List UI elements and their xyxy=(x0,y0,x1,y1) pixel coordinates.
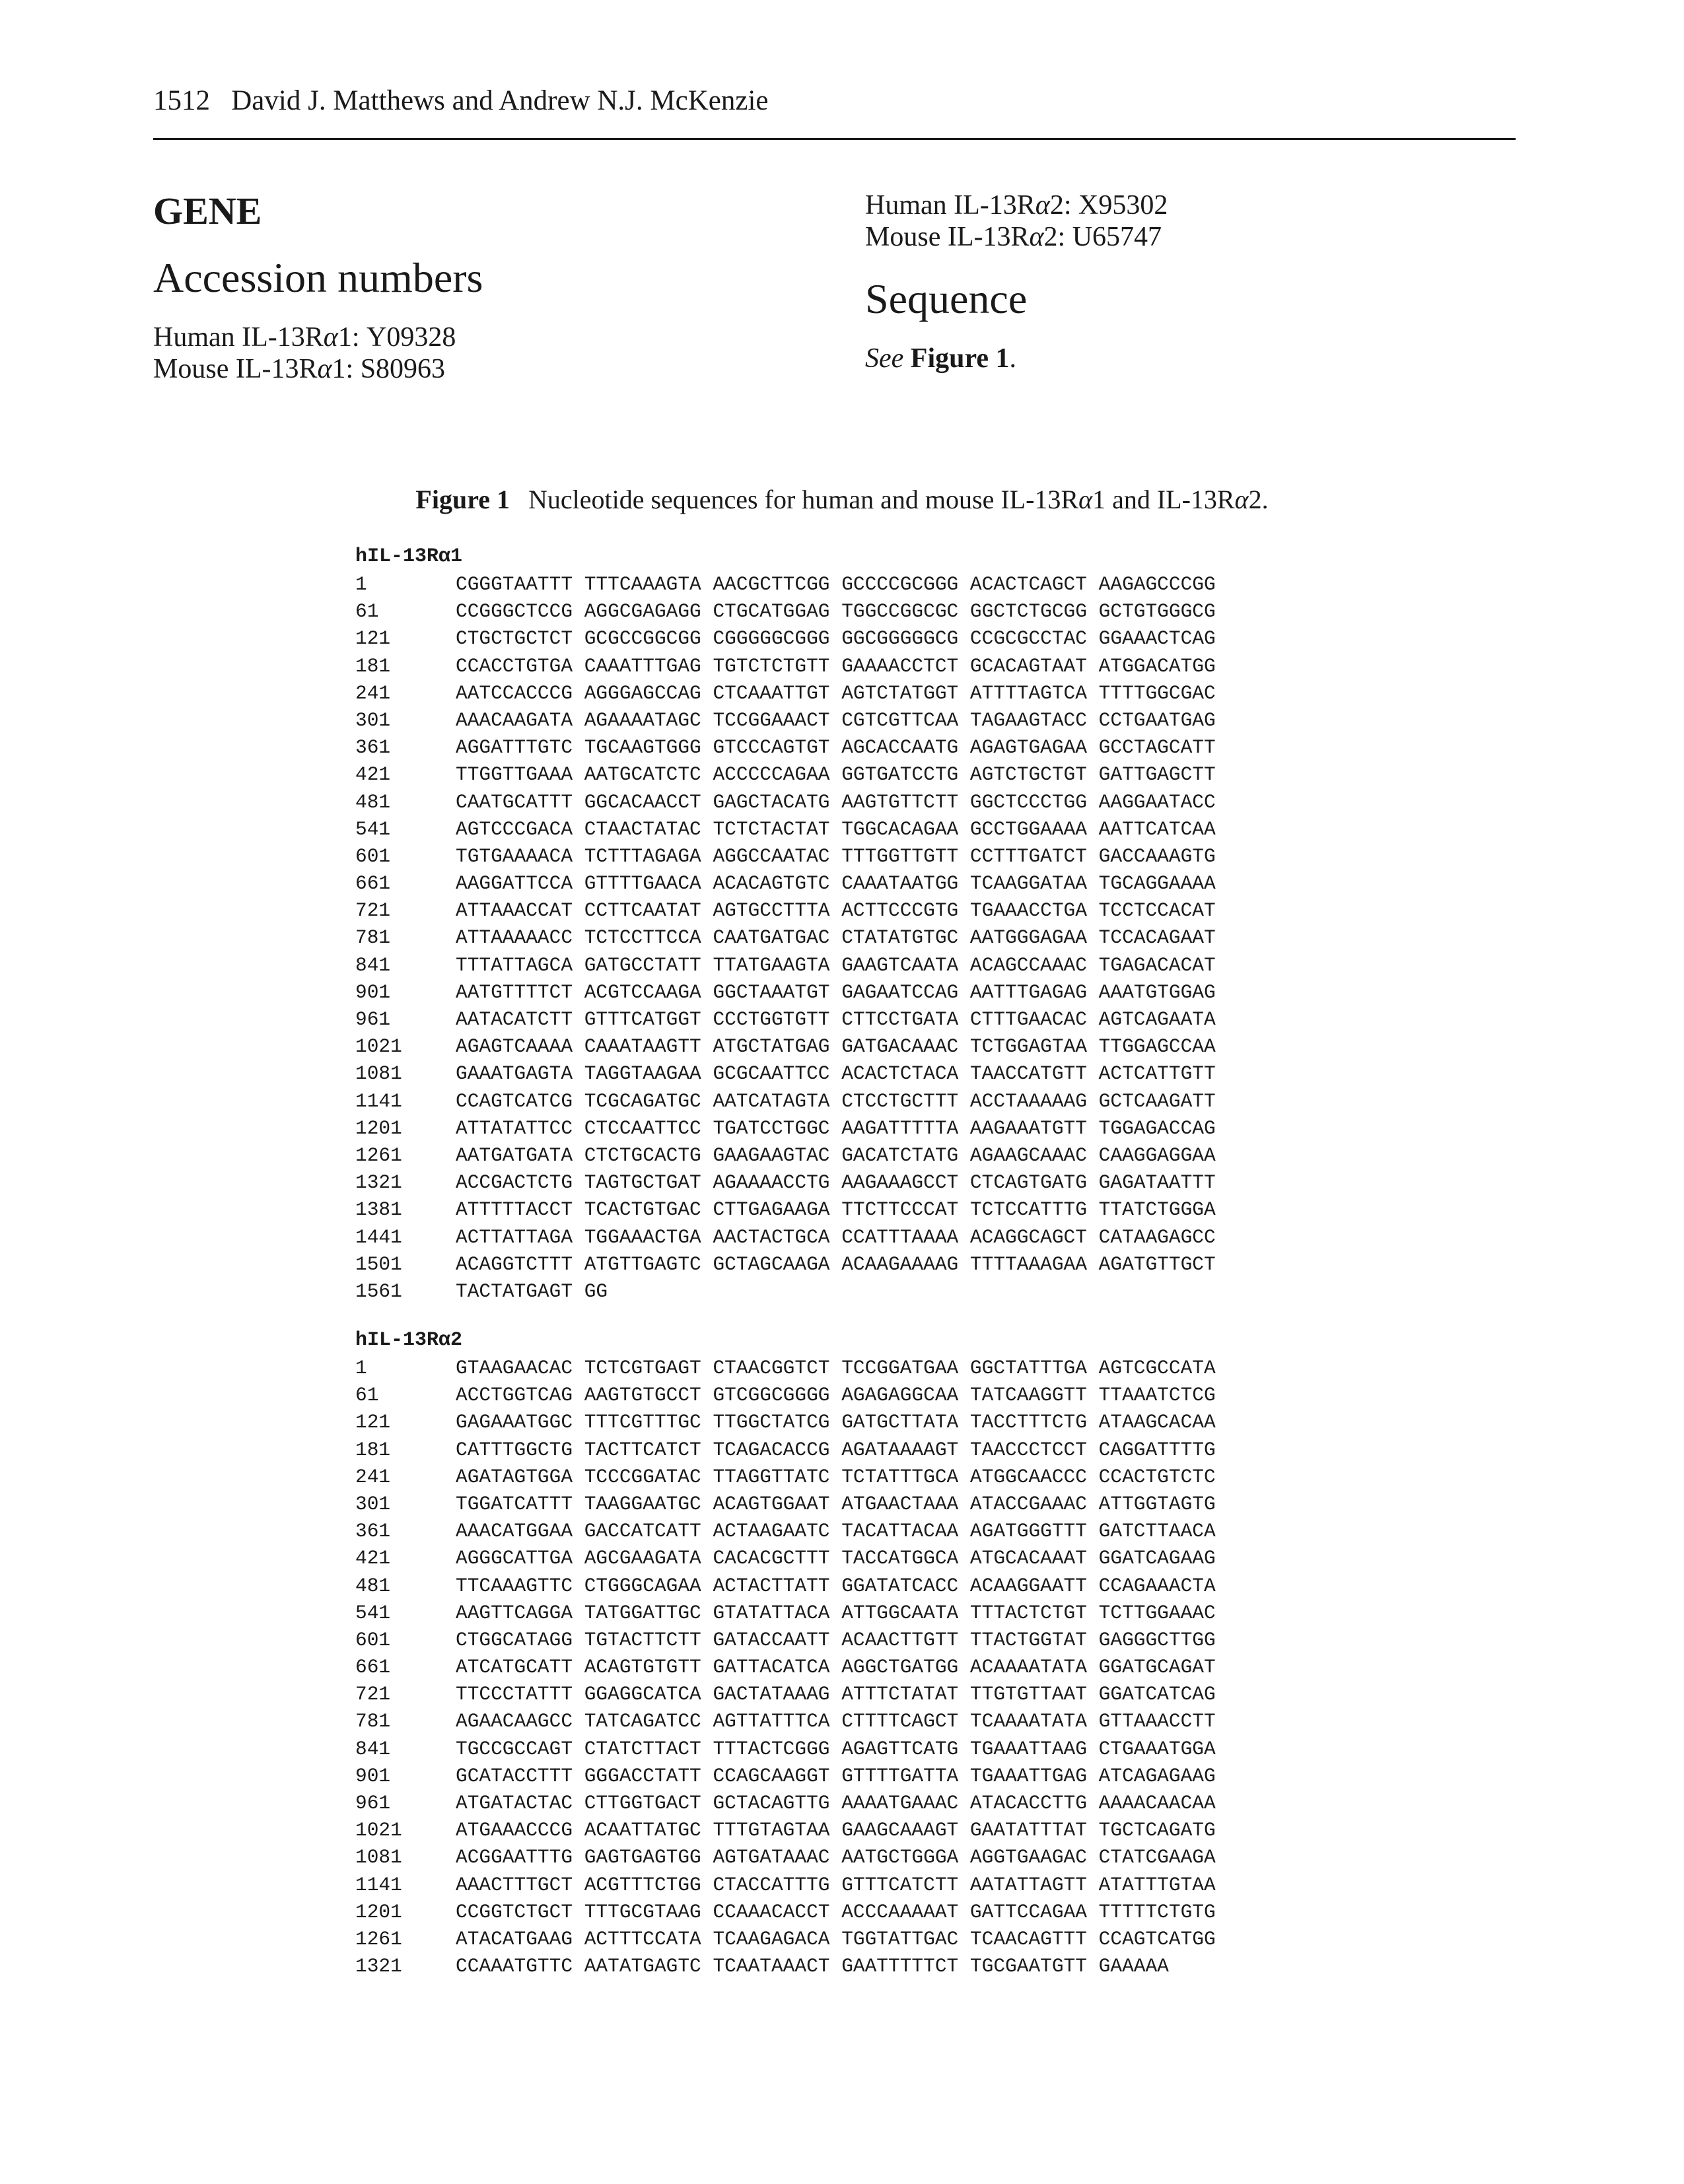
sequence-position: 1561 xyxy=(355,1280,402,1303)
accession-heading: Accession numbers xyxy=(153,254,483,301)
figure-1-link[interactable]: Figure 1 xyxy=(910,343,1010,374)
sequence-row xyxy=(355,1736,1346,1763)
sequence-position: 1201 xyxy=(355,1116,402,1140)
sequence-row xyxy=(355,1953,1346,1980)
page-number: 1512 xyxy=(153,85,210,116)
sequence-text: ACTTATTAGA TGGAAACTGA AACTACTGCA CCATTTAAAA ACAGGCAGCT CATAAGAGCC xyxy=(456,1225,1216,1248)
sequence-text: CTGCTGCTCT GCGCCGGCGG CGGGGGCGGG GGCGGGGGCG CCGCGCCTAC GGAAACTCAG xyxy=(456,627,1216,650)
sequence-position: 361 xyxy=(355,1520,391,1543)
sequence-position: 541 xyxy=(355,1601,391,1624)
sequence-text: ACGGAATTTG GAGTGAGTGG AGTGATAAAC AATGCTGGGA AGGTGAAGAC CTATCGAAGA xyxy=(456,1846,1216,1869)
sequence-text: GAGAAATGGC TTTCGTTTGC TTGGCTATCG GATGCTTATA TACCTTTCTG ATAAGCACAA xyxy=(456,1411,1216,1434)
sequence-row xyxy=(355,1142,1346,1169)
sequence-row xyxy=(355,625,1346,652)
sequence-text: ATTAAAAACC TCTCCTTCCA CAATGATGAC CTATATGTGC AATGGGAGAA TCCACAGAAT xyxy=(456,926,1216,949)
sequence-heading: Sequence xyxy=(865,275,1028,322)
sequence-row xyxy=(355,653,1346,680)
sequence-row xyxy=(355,1654,1346,1681)
sequence-text: CCGGGCTCCG AGGCGAGAGG CTGCATGGAG TGGCCGGCGC GGCTCTGCGG GCTGTGGGCG xyxy=(456,600,1216,623)
sequence-row xyxy=(355,1382,1346,1409)
sequence-row xyxy=(355,1844,1346,1871)
sequence-rows xyxy=(355,571,1346,1305)
sequence-row xyxy=(355,870,1346,897)
right-column xyxy=(865,188,1512,374)
sequence-text: ATGATACTAC CTTGGTGACT GCTACAGTTG AAAATGAAAC ATACACCTTG AAAACAACAA xyxy=(456,1792,1216,1814)
sequence-position: 301 xyxy=(355,1492,391,1515)
sequence-rows xyxy=(355,1355,1346,1980)
sequence-text: CTGGCATAGG TGTACTTCTT GATACCAATT ACAACTTGTT TTACTGGTAT GAGGGCTTGG xyxy=(456,1628,1216,1651)
sequence-row xyxy=(355,571,1346,598)
sequence-text: AGGATTTGTC TGCAAGTGGG GTCCCAGTGT AGCACCAATG AGAGTGAGAA GCCTAGCATT xyxy=(456,736,1216,759)
sequence-text: AGGGCATTGA AGCGAAGATA CACACGCTTT TACCATGGCA ATGCACAAAT GGATCAGAAG xyxy=(456,1547,1216,1570)
sequence-row xyxy=(355,1491,1346,1518)
sequence-position: 181 xyxy=(355,1438,391,1461)
sequence-text: AAGTTCAGGA TATGGATTGC GTATATTACA ATTGGCAATA TTTACTCTGT TCTTGGAAAC xyxy=(456,1601,1216,1624)
left-column xyxy=(153,188,814,385)
sequence-row xyxy=(355,1409,1346,1436)
sequence-text: CATTTGGCTG TACTTCATCT TCAGACACCG AGATAAAAGT TAACCCTCCT CAGGATTTTG xyxy=(456,1438,1216,1461)
sequence-text: ATACATGAAG ACTTTCCATA TCAAGAGACA TGGTATTGAC TCAACAGTTT CCAGTCATGG xyxy=(456,1927,1216,1950)
accession-mouse-r2: Mouse IL-13Rα2: U65747 xyxy=(865,222,1162,252)
sequence-row xyxy=(355,734,1346,761)
running-head xyxy=(153,85,769,117)
gene-heading: GENE xyxy=(153,189,262,232)
sequence-position: 301 xyxy=(355,708,391,732)
sequence-position: 1261 xyxy=(355,1143,402,1167)
accession-mouse-r1: Mouse IL-13Rα1: S80963 xyxy=(153,354,446,384)
sequence-row xyxy=(355,1355,1346,1382)
sequence-row xyxy=(355,952,1346,979)
sequence-row xyxy=(355,1251,1346,1278)
sequence-text: AATGTTTTCT ACGTCCAAGA GGCTAAATGT GAGAATCCAG AATTTGAGAG AAATGTGGAG xyxy=(456,980,1216,1004)
sequence-position: 601 xyxy=(355,844,391,868)
sequence-block-hil13ra1 xyxy=(355,543,1346,1305)
sequence-text: AGAACAAGCC TATCAGATCC AGTTATTTCA CTTTTCAGCT TCAAAATATA GTTAAACCTT xyxy=(456,1710,1216,1733)
header-rule xyxy=(153,138,1516,140)
accession-human-r1: Human IL-13Rα1: Y09328 xyxy=(153,322,456,353)
sequence-text: TTCCCTATTT GGAGGCATCA GACTATAAAG ATTTCTATAT TTGTGTTAAT GGATCATCAG xyxy=(456,1683,1216,1706)
sequence-position: 961 xyxy=(355,1008,391,1031)
sequence-position: 901 xyxy=(355,1764,391,1787)
sequence-position: 361 xyxy=(355,736,391,759)
sequence-position: 721 xyxy=(355,899,391,922)
sequence-text: ACAGGTCTTT ATGTTGAGTC GCTAGCAAGA ACAAGAAAAG TTTTAAAGAA AGATGTTGCT xyxy=(456,1252,1216,1276)
figure-label: Figure 1 xyxy=(415,485,510,514)
sequence-row xyxy=(355,1790,1346,1817)
sequence-row xyxy=(355,1278,1346,1305)
sequence-text: GTAAGAACAC TCTCGTGAGT CTAACGGTCT TCCGGATGAA GGCTATTTGA AGTCGCCATA xyxy=(456,1357,1216,1379)
sequence-position: 841 xyxy=(355,953,391,976)
sequence-text: AGAGTCAAAA CAAATAAGTT ATGCTATGAG GATGACAAAC TCTGGAGTAA TTGGAGCCAA xyxy=(456,1035,1216,1058)
sequence-text: TGCCGCCAGT CTATCTTACT TTTACTCGGG AGAGTTCATG TGAAATTAAG CTGAAATGGA xyxy=(456,1737,1216,1760)
sequence-position: 1081 xyxy=(355,1846,402,1869)
sequence-position: 541 xyxy=(355,817,391,840)
sequence-position: 421 xyxy=(355,1547,391,1570)
sequence-text: TTGGTTGAAA AATGCATCTC ACCCCCAGAA GGTGATCCTG AGTCTGCTGT GATTGAGCTT xyxy=(456,763,1216,786)
sequence-position: 1 xyxy=(355,1357,367,1379)
sequence-text: TTTATTAGCA GATGCCTATT TTATGAAGTA GAAGTCAATA ACAGCCAAAC TGAGACACAT xyxy=(456,953,1216,976)
see-figure-line: See Figure 1. xyxy=(865,343,1017,374)
sequence-position: 841 xyxy=(355,1737,391,1760)
accession-list-left xyxy=(153,322,814,385)
sequence-position: 241 xyxy=(355,1465,391,1488)
sequence-text: AATGATGATA CTCTGCACTG GAAGAAGTAC GACATCTATG AGAAGCAAAC CAAGGAGGAA xyxy=(456,1143,1216,1167)
sequence-text: AATACATCTT GTTTCATGGT CCCTGGTGTT CTTCCTGATA CTTTGAACAC AGTCAGAATA xyxy=(456,1008,1216,1031)
sequence-row xyxy=(355,1600,1346,1627)
sequence-text: CCAGTCATCG TCGCAGATGC AATCATAGTA CTCCTGCTTT ACCTAAAAAG GCTCAAGATT xyxy=(456,1089,1216,1112)
sequence-row xyxy=(355,1196,1346,1223)
sequence-text: AAGGATTCCA GTTTTGAACA ACACAGTGTC CAAATAATGG TCAAGGATAA TGCAGGAAAA xyxy=(456,872,1216,895)
sequence-row xyxy=(355,1817,1346,1844)
sequence-row xyxy=(355,1006,1346,1033)
sequence-position: 661 xyxy=(355,872,391,895)
sequence-position: 721 xyxy=(355,1683,391,1706)
accession-list-right xyxy=(865,189,1512,253)
sequence-position: 481 xyxy=(355,790,391,813)
sequence-position: 1441 xyxy=(355,1225,402,1248)
sequence-position: 781 xyxy=(355,926,391,949)
sequence-position: 181 xyxy=(355,654,391,677)
accession-human-r2: Human IL-13Rα2: X95302 xyxy=(865,190,1168,221)
sequence-row xyxy=(355,707,1346,734)
sequence-position: 901 xyxy=(355,980,391,1004)
sequence-text: ATGAAACCCG ACAATTATGC TTTGTAGTAA GAAGCAAAGT GAATATTTAT TGCTCAGATG xyxy=(456,1819,1216,1842)
sequence-text: ATCATGCATT ACAGTGTGTT GATTACATCA AGGCTGATGG ACAAAATATA GGATGCAGAT xyxy=(456,1656,1216,1679)
sequence-row xyxy=(355,979,1346,1006)
sequence-row xyxy=(355,1464,1346,1491)
sequence-position: 1201 xyxy=(355,1900,402,1923)
sequence-row xyxy=(355,1518,1346,1545)
sequence-position: 1021 xyxy=(355,1819,402,1842)
sequence-text: CCACCTGTGA CAAATTTGAG TGTCTCTGTT GAAAACCTCT GCACAGTAAT ATGGACATGG xyxy=(456,654,1216,677)
sequence-position: 61 xyxy=(355,1384,379,1407)
sequence-row xyxy=(355,1708,1346,1735)
sequence-text: CGGGTAATTT TTTCAAAGTA AACGCTTCGG GCCCCGCGGG ACACTCAGCT AAGAGCCCGG xyxy=(456,573,1216,596)
sequence-row xyxy=(355,1088,1346,1115)
sequence-text: ACCGACTCTG TAGTGCTGAT AGAAAACCTG AAGAAAGCCT CTCAGTGATG GAGATAATTT xyxy=(456,1171,1216,1194)
sequence-row xyxy=(355,816,1346,843)
sequence-text: GAAATGAGTA TAGGTAAGAA GCGCAATTCC ACACTCTACA TAACCATGTT ACTCATTGTT xyxy=(456,1062,1216,1085)
sequence-position: 1141 xyxy=(355,1089,402,1112)
sequence-text: TGGATCATTT TAAGGAATGC ACAGTGGAAT ATGAACTAAA ATACCGAAAC ATTGGTAGTG xyxy=(456,1492,1216,1515)
sequence-row xyxy=(355,1060,1346,1087)
sequence-position: 781 xyxy=(355,1710,391,1733)
sequence-text: ATTAAACCAT CCTTCAATAT AGTGCCTTTA ACTTCCCGTG TGAAACCTGA TCCTCCACAT xyxy=(456,899,1216,922)
sequence-position: 1321 xyxy=(355,1171,402,1194)
sequence-text: AAACTTTGCT ACGTTTCTGG CTACCATTTG GTTTCATCTT AATATTAGTT ATATTTGTAA xyxy=(456,1873,1216,1896)
sequence-row xyxy=(355,1899,1346,1926)
sequence-position: 1141 xyxy=(355,1873,402,1896)
sequence-title: hIL-13Rα2 xyxy=(355,1329,463,1351)
figure-caption: Figure 1 Nucleotide sequences for human and mouse IL-13Rα1 and IL-13Rα2. xyxy=(415,485,1269,514)
sequence-row xyxy=(355,1926,1346,1953)
sequence-text: ATTTTTACCT TCACTGTGAC CTTGAGAAGA TTCTTCCCAT TCTCCATTTG TTATCTGGGA xyxy=(456,1198,1216,1221)
sequence-row xyxy=(355,1627,1346,1654)
sequence-text: TGTGAAAACA TCTTTAGAGA AGGCCAATAC TTTGGTTGTT CCTTTGATCT GACCAAAGTG xyxy=(456,844,1216,868)
sequence-text: TTCAAAGTTC CTGGGCAGAA ACTACTTATT GGATATCACC ACAAGGAATT CCAGAAACTA xyxy=(456,1574,1216,1597)
sequence-text: TACTATGAGT GG xyxy=(456,1280,608,1303)
sequence-position: 1501 xyxy=(355,1252,402,1276)
sequence-text: CCAAATGTTC AATATGAGTC TCAATAAACT GAATTTTTCT TGCGAATGTT GAAAAA xyxy=(456,1955,1169,1978)
sequence-text: GCATACCTTT GGGACCTATT CCAGCAAGGT GTTTTGATTA TGAAATTGAG ATCAGAGAAG xyxy=(456,1764,1216,1787)
sequence-row xyxy=(355,1169,1346,1196)
sequence-text: AATCCACCCG AGGGAGCCAG CTCAAATTGT AGTCTATGGT ATTTTAGTCA TTTTGGCGAC xyxy=(456,681,1216,704)
sequence-text: CAATGCATTT GGCACAACCT GAGCTACATG AAGTGTTCTT GGCTCCCTGG AAGGAATACC xyxy=(456,790,1216,813)
sequence-position: 241 xyxy=(355,681,391,704)
sequence-text: AAACATGGAA GACCATCATT ACTAAGAATC TACATTACAA AGATGGGTTT GATCTTAACA xyxy=(456,1520,1216,1543)
sequence-position: 481 xyxy=(355,1574,391,1597)
sequence-row xyxy=(355,761,1346,788)
authors: David J. Matthews and Andrew N.J. McKenzie xyxy=(231,85,769,116)
sequence-position: 1081 xyxy=(355,1062,402,1085)
sequence-row xyxy=(355,1224,1346,1251)
sequence-position: 1 xyxy=(355,573,367,596)
sequence-text: AGATAGTGGA TCCCGGATAC TTAGGTTATC TCTATTTGCA ATGGCAACCC CCACTGTCTC xyxy=(456,1465,1216,1488)
sequence-position: 61 xyxy=(355,600,379,623)
sequence-row xyxy=(355,897,1346,924)
sequence-row xyxy=(355,789,1346,816)
sequence-title: hIL-13Rα1 xyxy=(355,545,463,568)
sequence-row xyxy=(355,1872,1346,1899)
sequence-row xyxy=(355,1681,1346,1708)
sequence-position: 1321 xyxy=(355,1955,402,1978)
sequence-text: ATTATATTCC CTCCAATTCC TGATCCTGGC AAGATTTTTA AAGAAATGTT TGGAGACCAG xyxy=(456,1116,1216,1140)
sequence-position: 121 xyxy=(355,1411,391,1434)
sequence-text: AAACAAGATA AGAAAATAGC TCCGGAAACT CGTCGTTCAA TAGAAGTACC CCTGAATGAG xyxy=(456,708,1216,732)
sequence-position: 1261 xyxy=(355,1927,402,1950)
sequence-row xyxy=(355,1033,1346,1060)
sequence-row xyxy=(355,924,1346,951)
sequence-row xyxy=(355,1763,1346,1790)
sequence-row xyxy=(355,1545,1346,1572)
sequence-position: 1021 xyxy=(355,1035,402,1058)
sequence-position: 421 xyxy=(355,763,391,786)
sequence-text: CCGGTCTGCT TTTGCGTAAG CCAAACACCT ACCCAAAAAT GATTCCAGAA TTTTTCTGTG xyxy=(456,1900,1216,1923)
sequence-position: 1381 xyxy=(355,1198,402,1221)
sequence-row xyxy=(355,598,1346,625)
sequence-text: AGTCCCGACA CTAACTATAC TCTCTACTAT TGGCACAGAA GCCTGGAAAA AATTCATCAA xyxy=(456,817,1216,840)
sequence-position: 661 xyxy=(355,1656,391,1679)
sequence-row xyxy=(355,1573,1346,1600)
sequence-position: 961 xyxy=(355,1792,391,1814)
sequence-text: ACCTGGTCAG AAGTGTGCCT GTCGGCGGGG AGAGAGGCAA TATCAAGGTT TTAAATCTCG xyxy=(456,1384,1216,1407)
sequence-position: 601 xyxy=(355,1628,391,1651)
sequence-block-hil13ra2 xyxy=(355,1327,1346,1980)
sequence-row xyxy=(355,1437,1346,1464)
sequence-row xyxy=(355,680,1346,707)
sequence-row xyxy=(355,1115,1346,1142)
sequence-position: 121 xyxy=(355,627,391,650)
sequence-row xyxy=(355,843,1346,870)
